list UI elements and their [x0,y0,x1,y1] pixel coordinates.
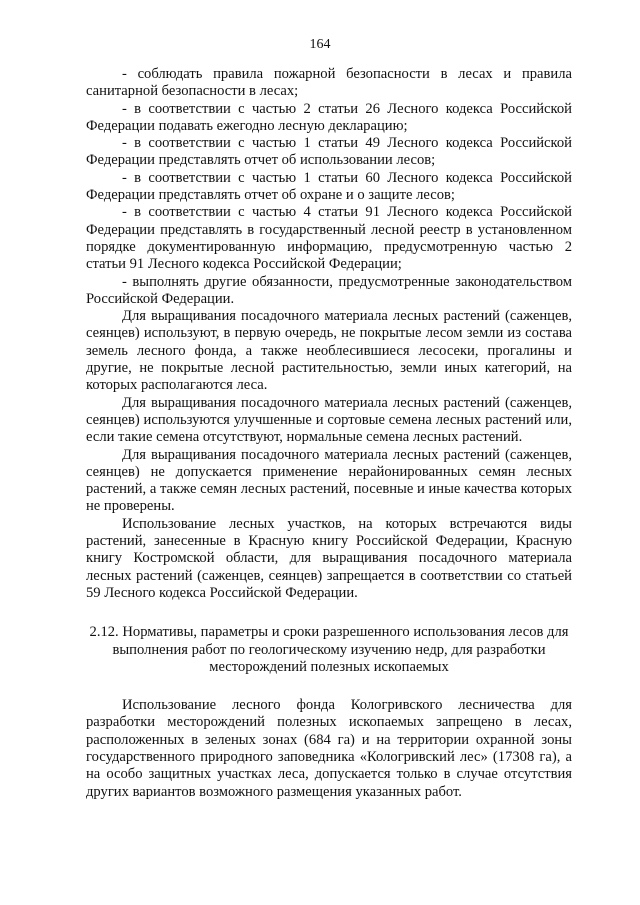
paragraph: Для выращивания посадочного материала лесных растений (саженцев, сеянцев) используются улучшенные и сортовые семена лесных растений или, если такие семена отсутствуют, нормальные семена лесных растений. [86,394,572,446]
paragraph: - в соответствии с частью 1 статьи 60 Лесного кодекса Российской Федерации представлять отчет об охране и о защите лесов; [86,169,572,204]
section-heading: 2.12. Нормативы, параметры и сроки разрешенного использования лесов для выполнения работ по геологическому изучению недр, для разработки месторождений полезных ископаемых [89,624,569,675]
paragraph: - выполнять другие обязанности, предусмотренные законодательством Российской Федерации. [86,273,572,307]
document-body [86,66,572,801]
paragraph: Для выращивания посадочного материала лесных растений (саженцев, сеянцев) не допускается применение нерайонированных семян лесных растений, а также семян лесных растений, посевные и иные качества которых не проверены. [86,446,572,515]
paragraph: Использование лесного фонда Кологривского лесничества для разработки месторождений полезных ископаемых запрещено в лесах, расположенных в зеленых зонах (684 га) и на территории охранной зоны государственного природного заповедника «Кологривский лес» (17308 га), а на особо защитных участках леса, допускается только в случае отсутствия других вариантов возможного размещения указанных работ. [86,697,572,800]
paragraph: - в соответствии с частью 4 статьи 91 Лесного кодекса Российской Федерации представлять в государственный лесной реестр в установленном порядке документированную информацию, предусмотренную частью 2 статьи 91 Лесного кодекса Российской Федерации; [86,204,572,273]
paragraph: - в соответствии с частью 1 статьи 49 Лесного кодекса Российской Федерации представлять отчет об использовании лесов; [86,135,572,169]
paragraph: - соблюдать правила пожарной безопасности в лесах и правила санитарной безопасности в лесах; [86,66,572,100]
page-number: 164 [309,37,331,52]
paragraph: Для выращивания посадочного материала лесных растений (саженцев, сеянцев) используют, в первую очередь, не покрытые лесом земли из состава земель лесного фонда, а также необлесившиеся лесосеки, прогалины и другие, не покрытые лесной растительностью, земли иных категорий, на которых располагаются леса. [86,308,572,394]
paragraph: - в соответствии с частью 2 статьи 26 Лесного кодекса Российской Федерации подавать ежегодно лесную декларацию; [86,100,572,134]
paragraph: Использование лесных участков, на которых встречаются виды растений, занесенные в Красную книгу Российской Федерации, Красную книгу Костромской области, для выращивания посадочного материала лесных растений (саженцев, сеянцев) запрещается в соответствии со статьей 59 Лесного кодекса Российской Федерации. [86,515,572,601]
